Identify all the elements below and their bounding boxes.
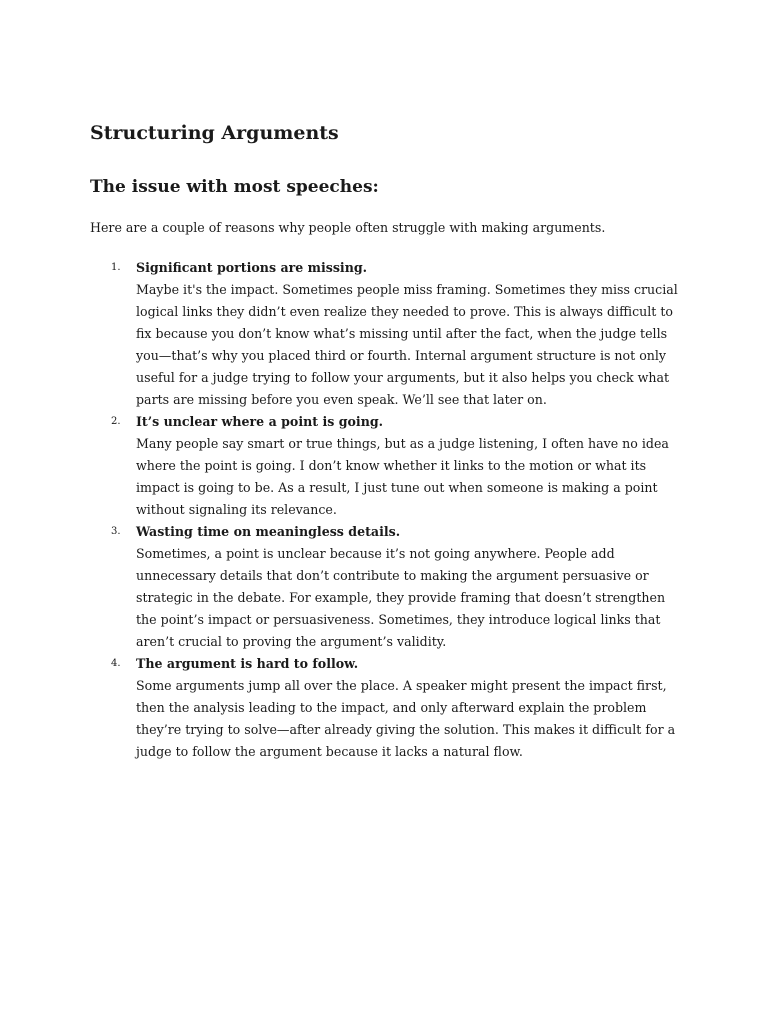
list-item-title: Significant portions are missing. bbox=[136, 260, 368, 275]
list-item-text: Sometimes, a point is unclear because it’s not going anywhere. People add unnecessary details that don’t contribute to making the argument persuasive or strategic in the debate. For example, they provide framing that doesn’t strengthen the point’s impact or persuasiveness. Sometimes, they introduce logical links that aren’t crucial to proving the argument’s validity. bbox=[136, 546, 666, 649]
list-item bbox=[90, 653, 678, 763]
list-item-text: Maybe it's the impact. Sometimes people miss framing. Sometimes they miss crucial logical links they didn’t even realize they needed to prove. This is always difficult to fix because you don’t know what’s missing until after the fact, when the judge tells you—that’s why you placed third or fourth. Internal argument structure is not only useful for a judge trying to follow your arguments, but it also helps you check what parts are missing before you even speak. We’ll see that later on. bbox=[136, 282, 678, 407]
list-item-title: Wasting time on meaningless details. bbox=[136, 524, 401, 539]
list-number: 1. bbox=[111, 262, 121, 273]
section-heading: The issue with most speeches: bbox=[90, 177, 379, 197]
list-item-text: Some arguments jump all over the place. A speaker might present the impact first, then the analysis leading to the impact, and only afterward explain the problem they’re trying to solve—after already giving the solution. This makes it difficult for a judge to follow the argument because it lacks a natural flow. bbox=[136, 678, 676, 759]
page-title: Structuring Arguments bbox=[90, 122, 339, 144]
list-item-title: The argument is hard to follow. bbox=[136, 656, 359, 671]
list-number: 2. bbox=[111, 416, 121, 427]
reasons-list bbox=[90, 257, 678, 763]
list-item-text: Many people say smart or true things, but as a judge listening, I often have no idea where the point is going. I don’t know whether it links to the motion or what its impact is going to be. As a result, I just tune out when someone is making a point without signaling its relevance. bbox=[136, 436, 669, 517]
intro-paragraph: Here are a couple of reasons why people often struggle with making arguments. bbox=[90, 220, 606, 235]
list-item bbox=[90, 411, 678, 521]
list-item bbox=[90, 257, 678, 411]
list-item bbox=[90, 521, 678, 653]
list-number: 4. bbox=[111, 658, 121, 669]
list-number: 3. bbox=[111, 526, 121, 537]
list-item-title: It’s unclear where a point is going. bbox=[136, 414, 384, 429]
